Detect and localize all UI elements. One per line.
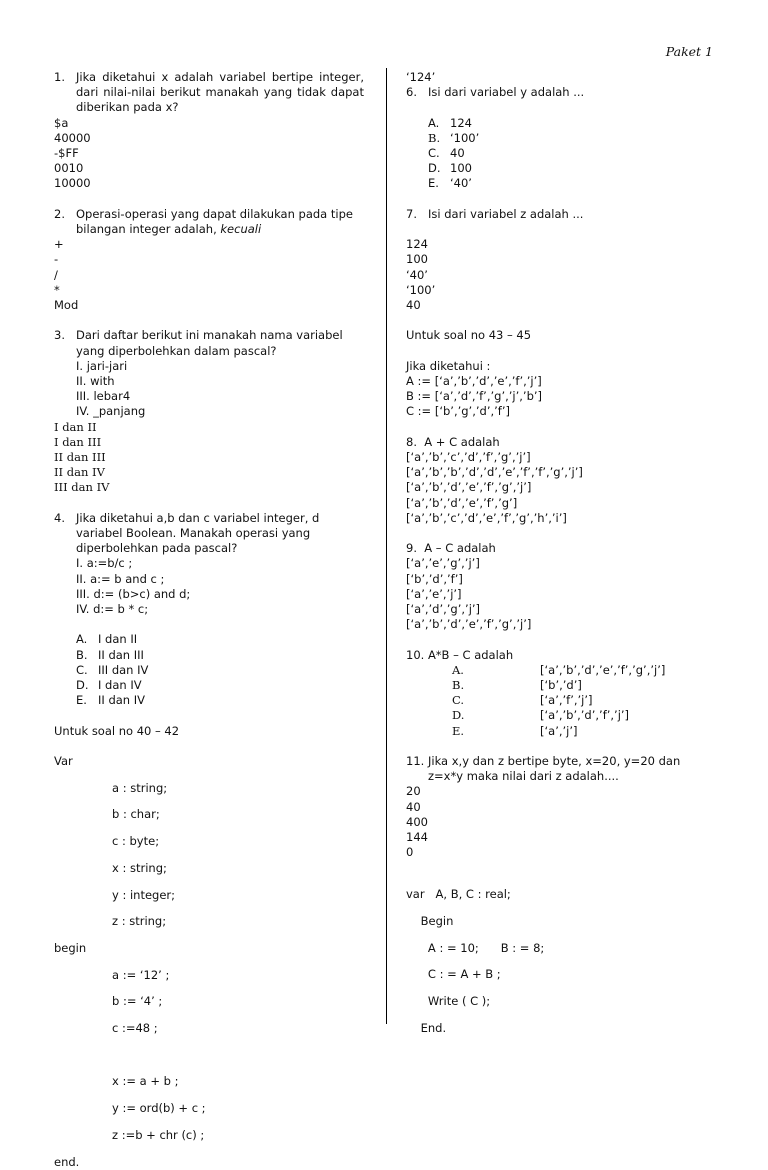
option-text: II dan III — [98, 647, 144, 662]
code-line: c :=48 ; — [112, 1021, 158, 1036]
code-line: A : = 10; B : = 8; — [406, 940, 545, 955]
answer-option: / — [54, 267, 58, 282]
code-line: C : = A + B ; — [406, 967, 501, 982]
answer-option: ‘40’ — [406, 267, 428, 282]
answer-option: -$FF — [54, 146, 79, 161]
answer-option: * — [54, 282, 60, 297]
option-text: [‘a’,’j’] — [540, 723, 578, 738]
option-letter: B. — [452, 678, 465, 692]
answer-option — [406, 116, 716, 131]
answer-option: 40 — [406, 298, 421, 312]
answer-option: 400 — [406, 814, 428, 829]
right-column — [406, 70, 716, 1047]
question-8: 8. A + C adalah — [406, 434, 500, 449]
option-letter: A. — [428, 115, 440, 130]
code-line: a := ‘12’ ; — [112, 967, 170, 982]
option-text: [‘a’,’b’,’d’,’f’,’j’] — [540, 708, 630, 723]
answer-option: $a — [54, 115, 69, 130]
section-heading: Untuk soal no 40 – 42 — [54, 723, 180, 738]
code-line: End. — [406, 1020, 447, 1035]
statement-item: IV. d:= b * c; — [76, 602, 149, 617]
answer-option: ‘124’ — [406, 70, 436, 84]
answer-option: 0010 — [54, 161, 84, 176]
code-keyword: Var — [54, 754, 73, 769]
answer-option: [‘a’,’b’,’d’,’e’,’f’,’g’] — [406, 495, 518, 510]
question-11 — [406, 754, 716, 784]
option-letter: C. — [452, 693, 465, 708]
option-letter: D. — [428, 161, 441, 176]
question-text: Isi dari variabel z adalah ... — [428, 206, 584, 221]
question-9: 9. A – C adalah — [406, 541, 496, 556]
code-line: y : integer; — [112, 887, 176, 902]
answer-option: 40 — [406, 799, 421, 814]
option-letter: A. — [452, 662, 464, 677]
code-line: z :=b + chr (c) ; — [112, 1127, 205, 1142]
code-line: c : byte; — [112, 834, 160, 849]
answer-option: I dan II — [54, 419, 97, 434]
answer-option: [‘a’,’b’,’c’,’d’,’e’,’f’,’g’,’h’,’i’] — [406, 510, 567, 525]
answer-option — [406, 708, 716, 723]
option-text: I dan II — [98, 632, 138, 647]
set-definition: C := [‘b’,’g’,’d’,’f’] — [406, 404, 510, 419]
code-line: a : string; — [112, 780, 168, 795]
answer-option — [406, 678, 716, 693]
statement-item: II. with — [76, 374, 115, 389]
code-line: x := a + b ; — [112, 1074, 179, 1089]
question-7 — [406, 207, 716, 222]
option-text: ‘40’ — [450, 176, 472, 191]
answer-option — [406, 724, 716, 739]
question-4 — [54, 511, 364, 557]
option-letter: E. — [76, 693, 87, 708]
code-line: Begin — [406, 913, 454, 928]
option-text: III dan IV — [98, 662, 149, 677]
question-number: 3. — [54, 328, 65, 343]
statement-item: II. a:= b and c ; — [76, 571, 165, 586]
answer-option: 40000 — [54, 130, 91, 145]
answer-option — [54, 648, 364, 663]
answer-option: I dan III — [54, 434, 102, 449]
question-number: 6. — [406, 85, 417, 100]
option-letter: E. — [428, 176, 439, 191]
answer-option: [‘a’,’e’,’g’,’j’] — [406, 556, 480, 571]
question-number: 4. — [54, 510, 65, 525]
left-column — [54, 70, 364, 1170]
answer-option: 124 — [406, 237, 428, 252]
answer-option: 20 — [406, 784, 421, 799]
answer-option — [406, 176, 716, 191]
question-text-main: Operasi-operasi yang dapat dilakukan pada tipe bilangan integer adalah, — [76, 206, 353, 237]
code-line: Write ( C ); — [406, 993, 491, 1008]
answer-option: - — [54, 252, 59, 267]
question-2 — [54, 207, 364, 237]
answer-option: III dan IV — [54, 480, 110, 495]
code-line: b : char; — [112, 807, 160, 822]
code-line: x : string; — [112, 860, 167, 875]
option-text: 100 — [450, 161, 472, 176]
answer-option: [‘a’,’b’,’c’,’d’,’f’,’g’,’j’] — [406, 449, 531, 464]
answer-option: [‘a’,’b’,’b’,’d’,’d’,’e’,’f’,’f’,’g’,’j’] — [406, 465, 583, 480]
question-text: Jika diketahui x adalah variabel bertipe integer, dari nilai-nilai berikut manakah yang tidak dapat diberikan pada x? — [76, 70, 364, 115]
answer-option — [406, 131, 716, 146]
answer-option — [406, 161, 716, 176]
statement-item: I. jari-jari — [76, 358, 128, 373]
answer-option — [54, 678, 364, 693]
column-divider — [386, 68, 387, 1024]
question-6 — [406, 85, 716, 100]
page-header: Paket 1 — [665, 44, 713, 59]
option-letter: A. — [76, 632, 88, 647]
question-number: 1. — [54, 70, 65, 84]
option-letter: E. — [452, 723, 465, 738]
option-letter: B. — [428, 130, 441, 145]
statement-item: I. a:=b/c ; — [76, 556, 133, 571]
answer-option: + — [54, 237, 64, 252]
answer-option: 10000 — [54, 176, 91, 191]
answer-option: [‘a’,’b’,’d’,’e’,’f’,’g’,’j’] — [406, 617, 532, 632]
statement-item: III. d:= (b>c) and d; — [76, 586, 191, 601]
option-text: 124 — [450, 115, 472, 130]
question-1 — [54, 70, 364, 116]
answer-option: II dan IV — [54, 465, 105, 480]
question-emphasis: kecuali — [220, 222, 262, 237]
answer-option: ‘100’ — [406, 282, 436, 297]
option-text: [‘a’,’b’,’d’,’e’,’f’,’g’,’j’] — [540, 662, 666, 677]
question-text: Jika diketahui a,b dan c variabel integer, d variabel Boolean. Manakah operasi yang diperbolehkan pada pascal? — [76, 510, 320, 556]
code-line: z : string; — [112, 914, 167, 929]
answer-option — [406, 663, 716, 678]
section-heading: Untuk soal no 43 – 45 — [406, 328, 532, 343]
question-text — [76, 207, 364, 237]
answer-option — [54, 693, 364, 708]
option-text: [‘b’,’d’] — [540, 678, 582, 692]
code-line: var A, B, C : real; — [406, 887, 511, 902]
option-letter: D. — [76, 678, 89, 693]
answer-option: [‘a’,’d’,’g’,’j’] — [406, 602, 481, 616]
answer-option — [54, 663, 364, 678]
answer-option: II dan III — [54, 450, 106, 465]
question-number: 11. — [406, 754, 425, 768]
answer-option: [‘a’,’e’,’j’] — [406, 586, 462, 601]
answer-option: [‘a’,’b’,’d’,’e’,’f’,’g’,’j’] — [406, 480, 532, 495]
answer-option: 100 — [406, 252, 428, 267]
answer-option: 0 — [406, 845, 414, 860]
answer-option: 144 — [406, 830, 428, 845]
code-line: b := ‘4’ ; — [112, 994, 163, 1009]
option-letter: B. — [76, 647, 88, 662]
question-text: Isi dari variabel y adalah ... — [428, 85, 585, 100]
option-text: I dan IV — [98, 678, 142, 693]
set-definition: A := [‘a’,’b’,’d’,’e’,’f’,’j’] — [406, 373, 542, 388]
answer-option — [406, 693, 716, 708]
given-label: Jika diketahui : — [406, 358, 491, 373]
question-text: Dari daftar berikut ini manakah nama variabel yang diperbolehkan dalam pascal? — [76, 328, 343, 358]
answer-option: Mod — [54, 298, 79, 313]
question-number: 7. — [406, 206, 417, 221]
answer-option: [‘b’,’d’,’f’] — [406, 571, 463, 586]
question-10: 10. A*B – C adalah — [406, 647, 514, 662]
answer-option — [406, 146, 716, 161]
answer-option — [54, 632, 364, 647]
option-letter: C. — [428, 146, 440, 160]
statement-item: IV. _panjang — [76, 404, 146, 419]
option-letter: C. — [76, 662, 88, 677]
code-keyword: begin — [54, 940, 87, 955]
question-3 — [54, 328, 364, 358]
option-letter: D. — [452, 708, 465, 723]
option-text: [‘a’,’f’,’j’] — [540, 693, 593, 708]
option-text: 40 — [450, 146, 465, 160]
option-text: II dan IV — [98, 693, 145, 708]
code-keyword: end. — [54, 1154, 80, 1169]
set-definition: B := [‘a’,’d’,’f’,’g’,’j’,’b’] — [406, 389, 543, 404]
statement-item: III. lebar4 — [76, 389, 131, 404]
question-number: 2. — [54, 206, 65, 221]
question-text: Jika x,y dan z bertipe byte, x=20, y=20 dan z=x*y maka nilai dari z adalah.... — [428, 754, 681, 784]
option-text: ‘100’ — [450, 130, 480, 145]
code-line: y := ord(b) + c ; — [112, 1101, 206, 1116]
